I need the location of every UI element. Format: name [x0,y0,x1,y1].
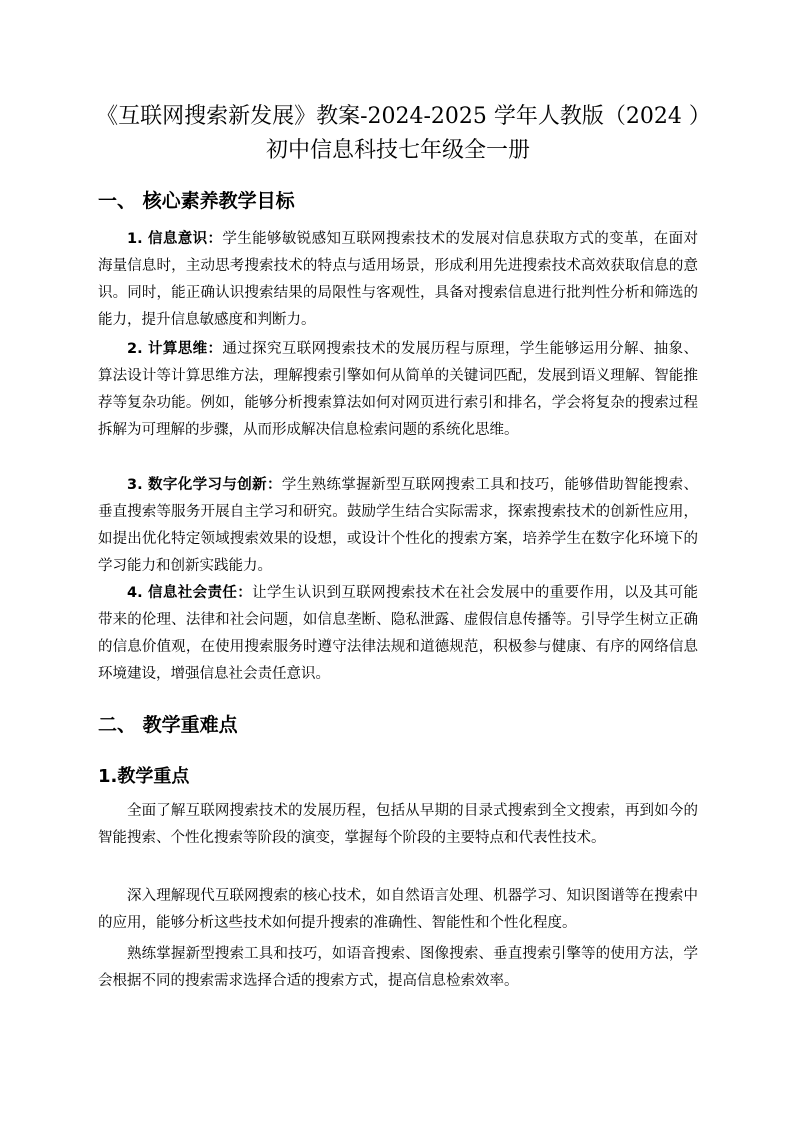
section-heading-key-points: 二、 教学重难点 [98,714,238,736]
goal-text: 学生能够敏锐感知互联网搜索技术的发展对信息获取方式的变革，在面对海量信息时，主动思考搜索技术的特点与适用场景，形成利用先进搜索技术高效获取信息的意识。同时，能正确认识搜索结果的局限性与客观性，具备对搜索信息进行批判性分析和筛选的能力，提升信息敏感度和判断力。 [98,231,698,328]
goal-text: 让学生认识到互联网搜索技术在社会发展中的重要作用，以及其可能带来的伦理、法律和社会问题，如信息垄断、隐私泄露、虚假信息传播等。引导学生树立正确的信息价值观，在使用搜索服务时遵守法律法规和道德规范，积极参与健康、有序的网络信息环境建设，增强信息社会责任意识。 [98,585,698,682]
goal-paragraph-3 [98,472,698,580]
section-heading-core-goals: 一、 核心素养教学目标 [98,190,295,212]
goal-text: 通过探究互联网搜索技术的发展历程与原理，学生能够运用分解、抽象、算法设计等计算思维方法，理解搜索引擎如何从简单的关键词匹配，发展到语义理解、智能推荐等复杂功能。例如，能够分析搜索算法如何对网页进行索引和排名，学会将复杂的搜索过程拆解为可理解的步骤，从而形成解决信息检索问题的系统化思维。 [98,341,698,438]
document-title: 《互联网搜索新发展》教案-2024-2025 学年人教版（2024 ）初中信息科技七年级全一册 [96,104,700,163]
focus-paragraph-3: 熟练掌握新型搜索工具和技巧，如语音搜索、图像搜索、垂直搜索引擎等的使用方法，学会根据不同的搜索需求选择合适的搜索方式，提高信息检索效率。 [98,946,698,989]
focus-paragraph-2: 深入理解现代互联网搜索的核心技术，如自然语言处理、机器学习、知识图谱等在搜索中的应用，能够分析这些技术如何提升搜索的准确性、智能性和个性化程度。 [98,888,698,931]
focus-paragraph-1: 全面了解互联网搜索技术的发展历程，包括从早期的目录式搜索到全文搜索，再到如今的智能搜索、个性化搜索等阶段的演变，掌握每个阶段的主要特点和代表性技术。 [98,803,698,846]
subheading-teaching-focus: 1.教学重点 [98,766,190,787]
goal-label: 3. 数字化学习与创新： [127,477,282,493]
goal-text: 学生熟练掌握新型互联网搜索工具和技巧，能够借助智能搜索、垂直搜索等服务开展自主学习和研究。鼓励学生结合实际需求，探索搜索技术的创新性应用，如提出优化特定领域搜索效果的设想，或设计个性化的搜索方案，培养学生在数字化环境下的学习能力和创新实践能力。 [98,477,698,574]
goal-label: 2. 计算思维： [127,341,223,357]
goal-paragraph-1 [98,226,698,334]
goal-paragraph-2 [98,336,698,444]
goal-label: 4. 信息社会责任： [127,585,253,601]
goal-paragraph-4 [98,580,698,688]
goal-label: 1. 信息意识： [127,231,223,247]
